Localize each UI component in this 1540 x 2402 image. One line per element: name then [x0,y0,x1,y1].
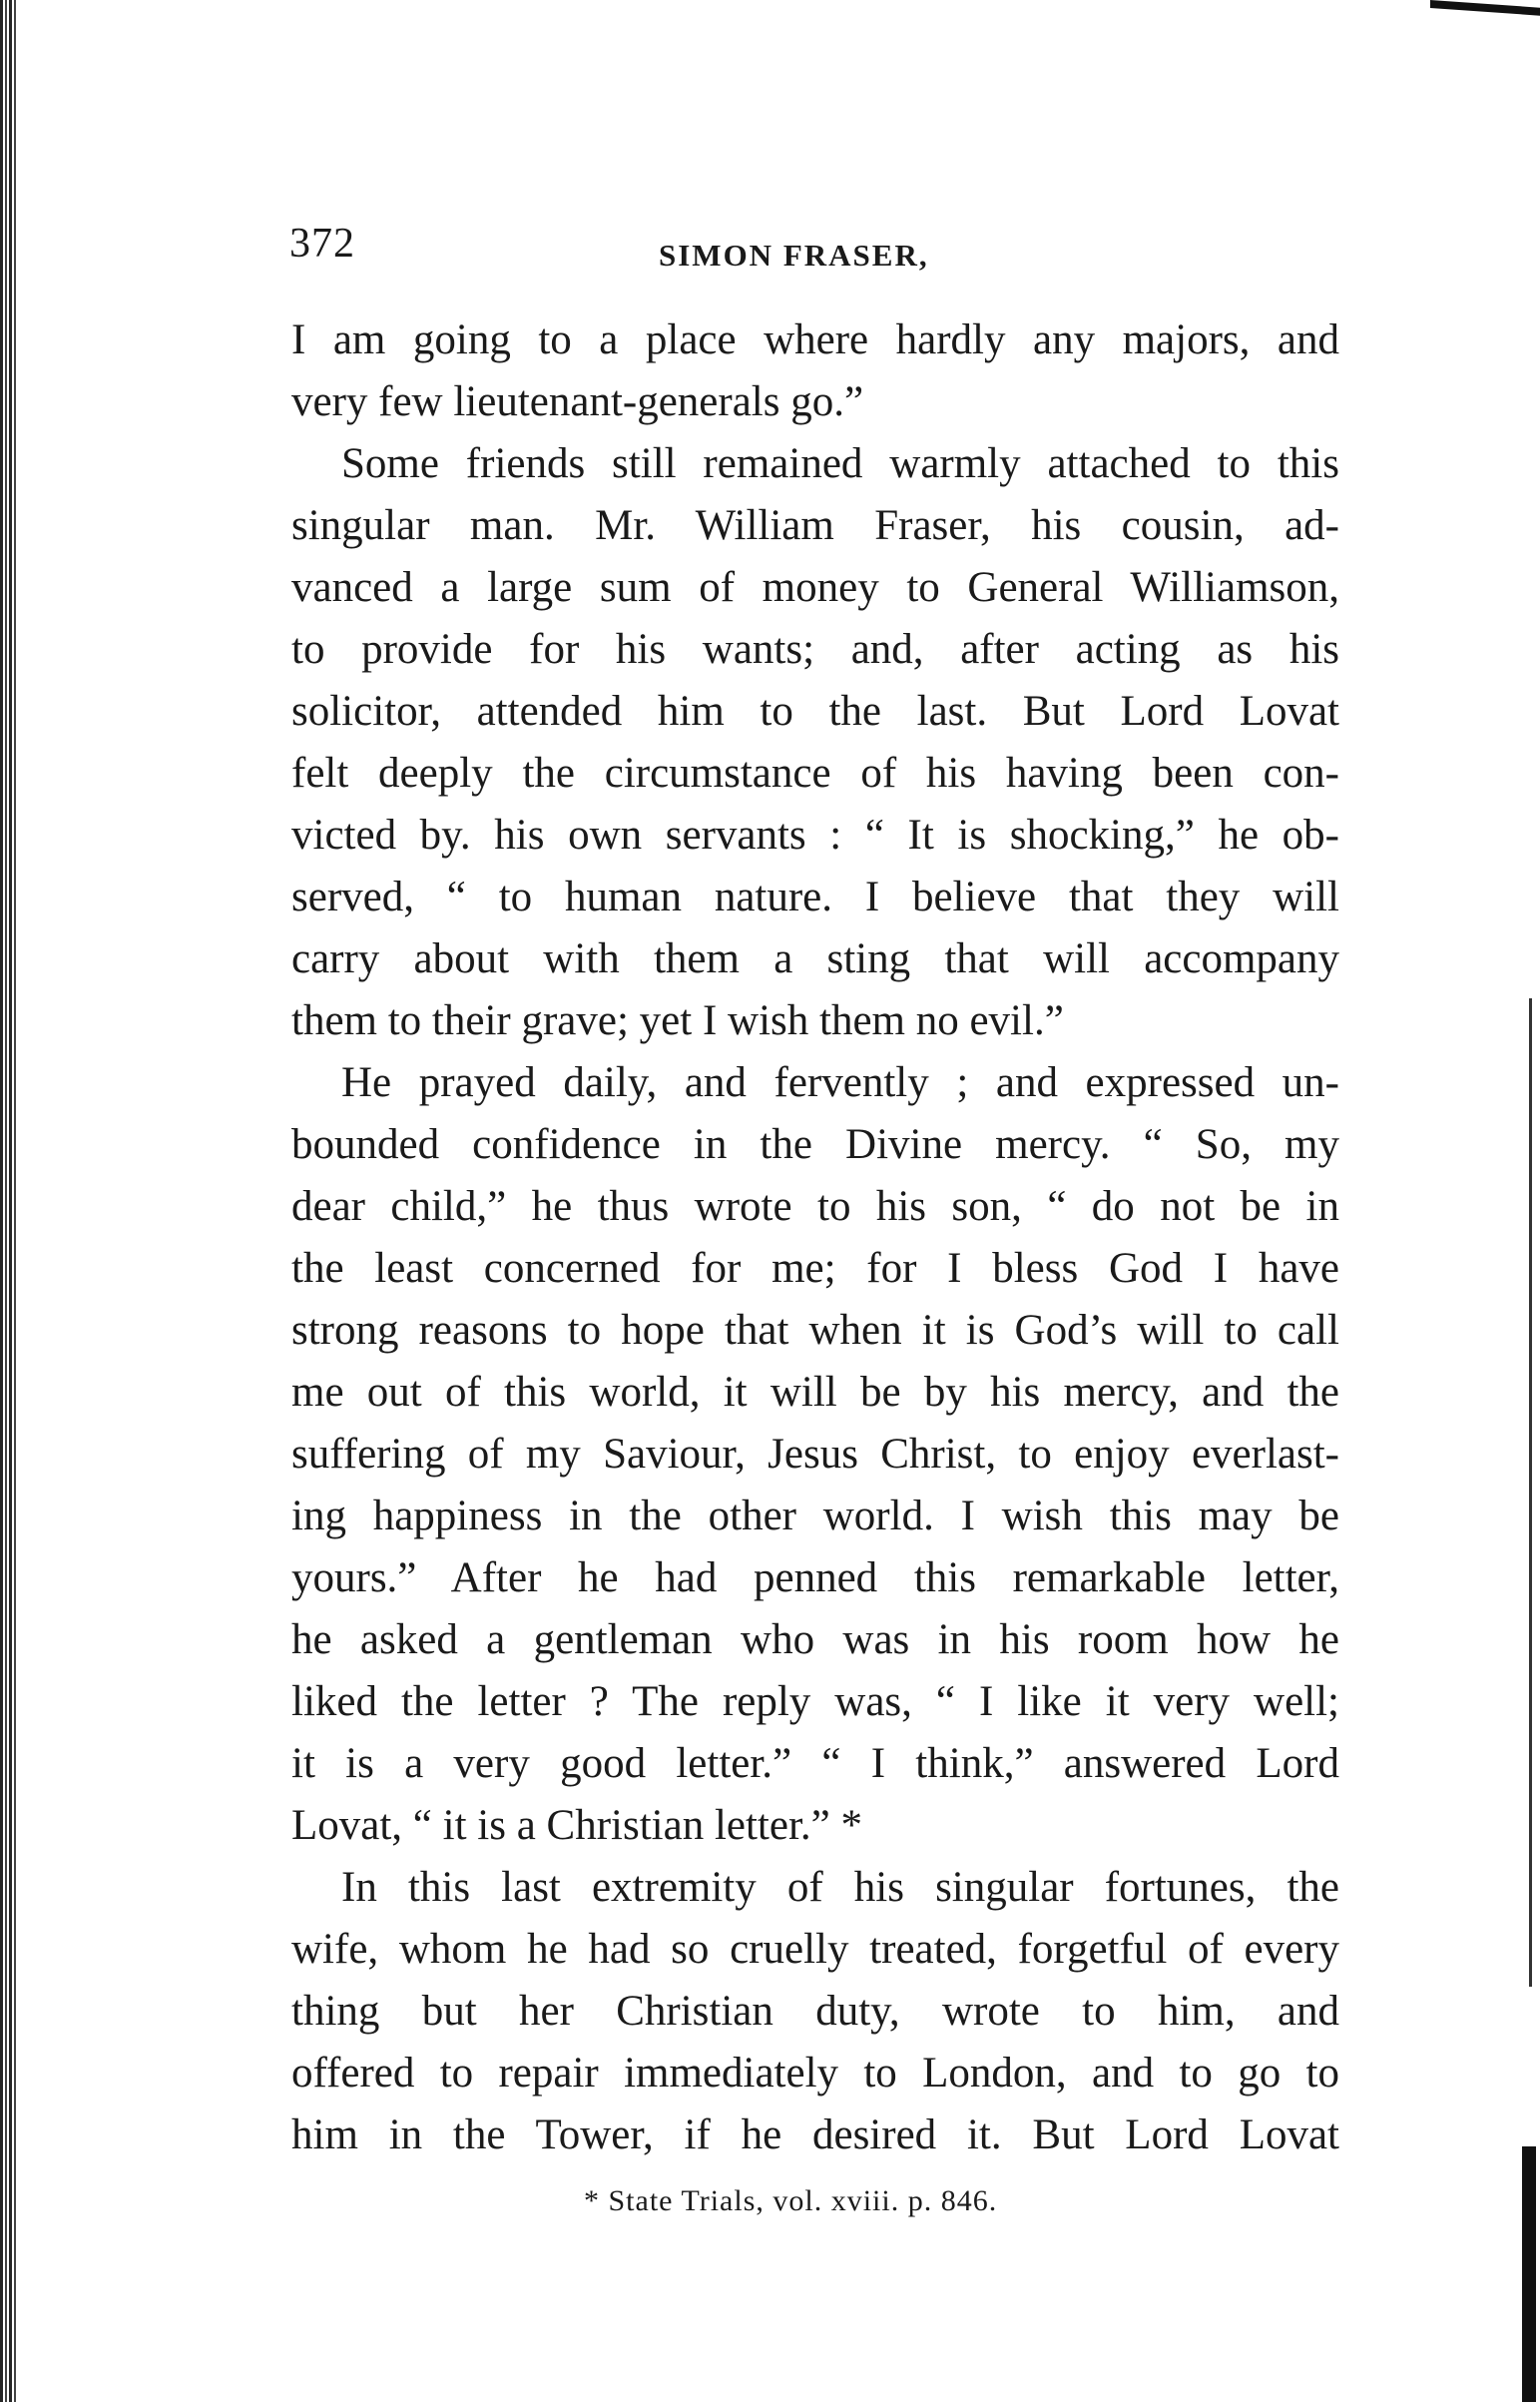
text-line: dear child,” he thus wrote to his son, “ do not be in [291,1183,1339,1230]
text-line: bounded confidence in the Divine mercy. “ So, my [291,1121,1339,1168]
text-line: strong reasons to hope that when it is God’s will to call [291,1307,1339,1354]
scan-edge-bottom-right [1522,2146,1536,2402]
text-line: me out of this world, it will be by his mercy, and the [291,1369,1339,1416]
text-line: carry about with them a sting that will accompany [291,935,1339,982]
text-line: them to their grave; yet I wish them no evil.” [291,997,1064,1044]
text-line: felt deeply the circumstance of his having been con- [291,750,1339,797]
text-line: wife, whom he had so cruelly treated, forgetful of every [291,1926,1339,1973]
text-line: he asked a gentleman who was in his room how he [291,1616,1339,1663]
scan-binding-edge [0,0,18,2402]
text-line: suffering of my Saviour, Jesus Christ, to enjoy everlast- [291,1431,1339,1478]
text-line: He prayed daily, and fervently ; and expressed un- [341,1059,1339,1106]
text-line: liked the letter ? The reply was, “ I like it very well; [291,1678,1339,1725]
footnote: * State Trials, vol. xviii. p. 846. [584,2184,998,2217]
text-line: served, “ to human nature. I believe that they will [291,874,1339,920]
text-line: thing but her Christian duty, wrote to him, and [291,1988,1339,2035]
text-line: singular man. Mr. William Fraser, his cousin, ad- [291,502,1339,549]
text-line: vanced a large sum of money to General Williamson, [291,564,1339,611]
text-line: solicitor, attended him to the last. But Lord Lovat [291,688,1339,735]
scan-edge-top-right [1430,0,1540,36]
text-line: In this last extremity of his singular fortunes, the [341,1864,1339,1911]
running-title: SIMON FRASER, [659,238,929,273]
text-line: ing happiness in the other world. I wish this may be [291,1493,1339,1539]
text-line: very few lieutenant-generals go.” [291,378,864,425]
text-line: I am going to a place where hardly any majors, and [291,316,1339,363]
text-line: the least concerned for me; for I bless God I have [291,1245,1339,1292]
text-line: offered to repair immediately to London, and to go to [291,2050,1339,2097]
text-line: Some friends still remained warmly attached to this [341,440,1339,487]
text-line: Lovat, “ it is a Christian letter.” * [291,1802,862,1849]
body-text [291,309,1339,2166]
text-line: him in the Tower, if he desired it. But Lord Lovat [291,2111,1339,2158]
text-line: it is a very good letter.” “ I think,” answered Lord [291,1740,1339,1787]
text-line: victed by. his own servants : “ It is shocking,” he ob- [291,812,1339,859]
page-number: 372 [289,221,355,267]
text-line: yours.” After he had penned this remarkable letter, [291,1554,1339,1601]
scan-edge-right [1529,998,1532,1987]
text-line: to provide for his wants; and, after acting as his [291,626,1339,673]
